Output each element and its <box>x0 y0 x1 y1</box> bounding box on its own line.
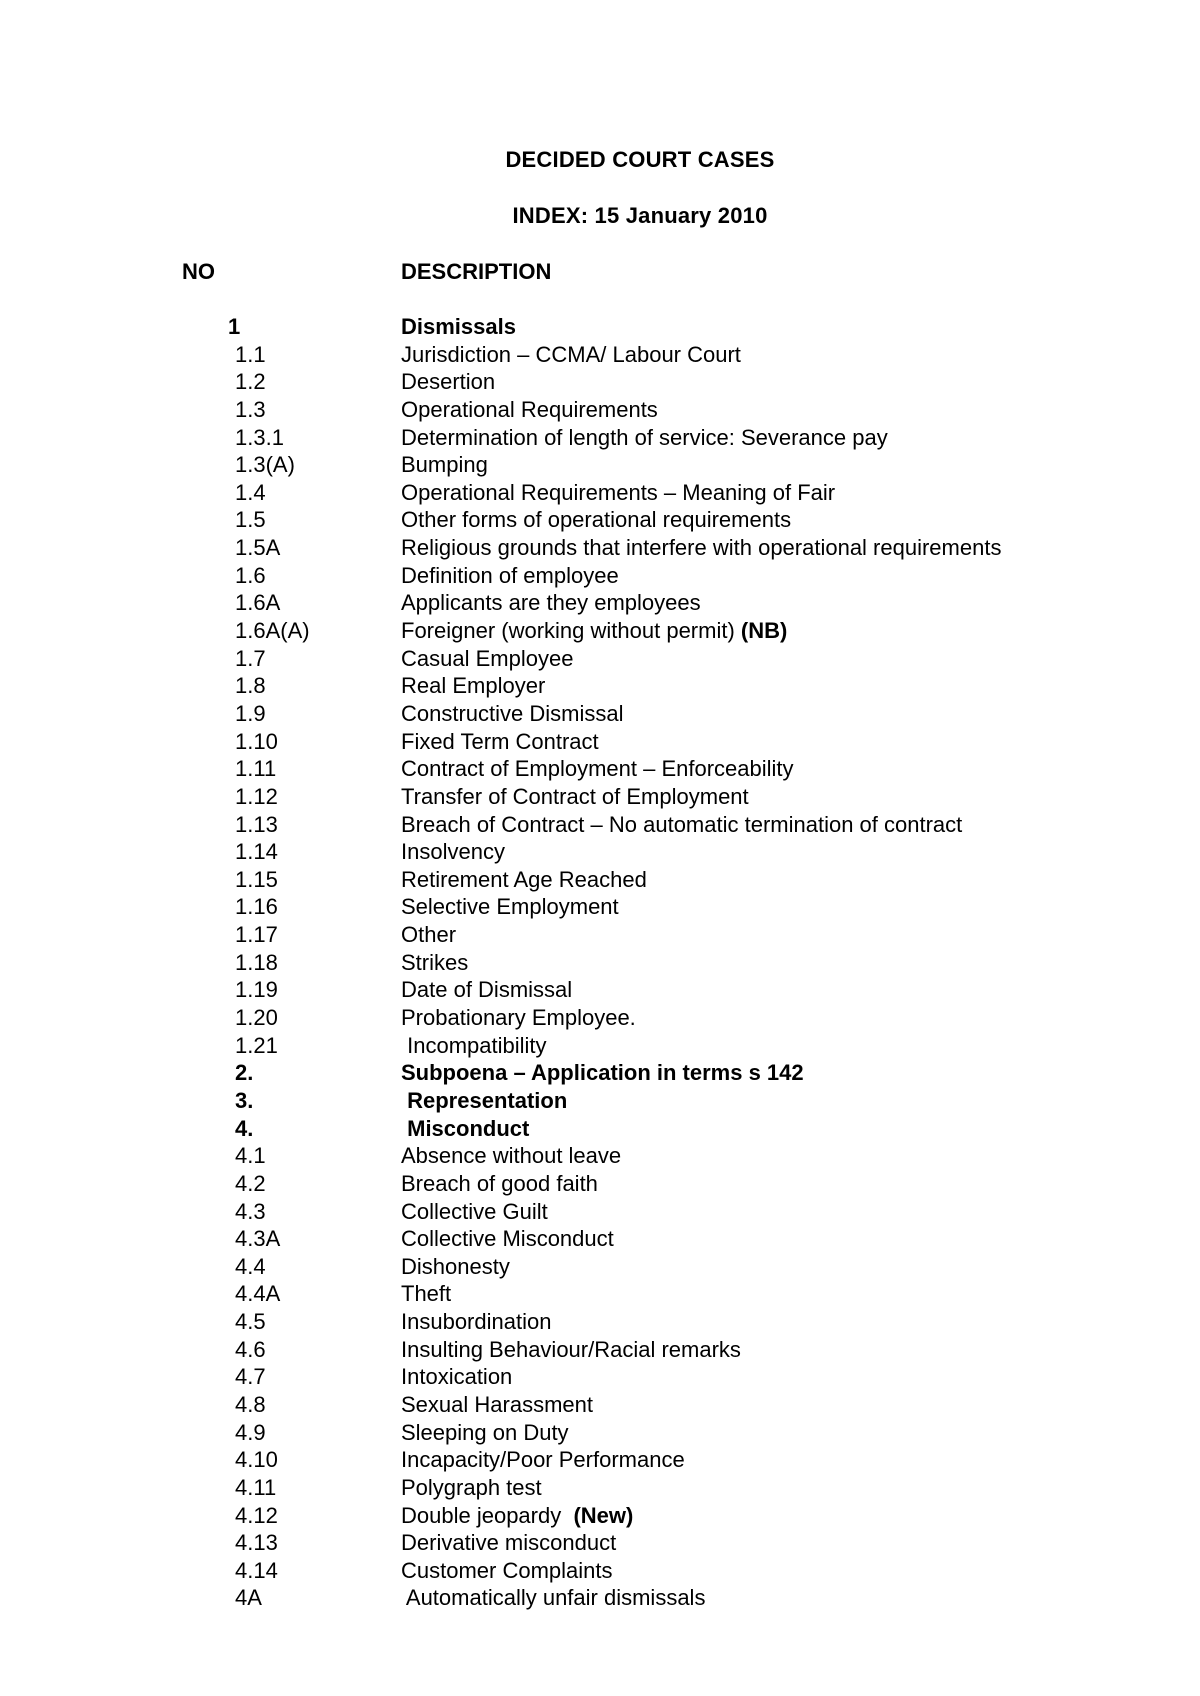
entry-description <box>401 451 488 478</box>
index-entry-row <box>0 1529 1200 1557</box>
section-heading-row <box>0 1087 1200 1115</box>
index-entry-row <box>0 976 1200 1004</box>
entry-description-text: Contract of Employment – Enforceability <box>401 756 794 782</box>
entry-note-badge: (NB) <box>740 618 788 644</box>
entry-description-text: Absence without leave <box>401 1143 622 1169</box>
index-entry-row <box>0 1584 1200 1612</box>
entry-description <box>401 1308 551 1335</box>
entry-description-text: Selective Employment <box>401 894 619 920</box>
entry-number: 1.8 <box>235 673 266 699</box>
entry-description-text: Retirement Age Reached <box>401 866 647 892</box>
entry-description-text: Constructive Dismissal <box>401 700 624 726</box>
entry-description-text: Polygraph test <box>401 1474 542 1500</box>
index-entry-row <box>0 1336 1200 1364</box>
entry-description-text: Incompatibility <box>401 1032 547 1058</box>
entry-description <box>401 755 794 782</box>
index-entry-row <box>0 1280 1200 1308</box>
entry-number: 4.9 <box>235 1419 266 1445</box>
entry-description <box>401 562 619 589</box>
entry-description <box>401 424 888 451</box>
entry-description <box>401 396 658 423</box>
entry-number: 1.3.1 <box>235 424 284 450</box>
index-entries-list <box>0 313 1200 1612</box>
entry-description <box>401 976 572 1003</box>
index-entry-row <box>0 617 1200 645</box>
index-entry-row <box>0 1363 1200 1391</box>
entry-description-text: Incapacity/Poor Performance <box>401 1447 685 1473</box>
index-entry-row <box>0 589 1200 617</box>
entry-description-text: Theft <box>401 1281 452 1307</box>
entry-description <box>401 921 456 948</box>
index-entry-row <box>0 451 1200 479</box>
entry-description-text: Insulting Behaviour/Racial remarks <box>401 1336 741 1362</box>
entry-number: 1.21 <box>235 1032 278 1058</box>
entry-description-text: Sexual Harassment <box>401 1391 593 1417</box>
index-entry-row <box>0 728 1200 756</box>
entry-description-text: Insubordination <box>401 1309 552 1335</box>
entry-description <box>401 1446 685 1473</box>
entry-description <box>401 838 505 865</box>
entry-description-text: Determination of length of service: Severance pay <box>401 424 888 450</box>
entry-description-text: Other <box>401 922 457 948</box>
entry-description-text: Probationary Employee. <box>401 1005 636 1031</box>
index-entry-row <box>0 672 1200 700</box>
index-entry-row <box>0 1225 1200 1253</box>
entry-description <box>401 506 791 533</box>
entry-number: 1.10 <box>235 728 278 754</box>
entry-description <box>401 949 468 976</box>
index-entry-row <box>0 534 1200 562</box>
entry-number: 4.3A <box>235 1226 281 1252</box>
entry-number: 3. <box>235 1087 254 1113</box>
entry-description <box>401 1391 593 1418</box>
entry-description <box>401 1336 741 1363</box>
entry-number: 1.9 <box>235 700 266 726</box>
index-entry-row <box>0 562 1200 590</box>
entry-description-text: Jurisdiction – CCMA/ Labour Court <box>401 341 741 367</box>
entry-description <box>401 368 495 395</box>
entry-description <box>401 672 545 699</box>
index-entry-row <box>0 1142 1200 1170</box>
entry-description-text: Representation <box>401 1087 568 1113</box>
entry-description <box>401 783 749 810</box>
entry-description <box>401 1004 636 1031</box>
entry-description <box>401 1557 613 1584</box>
column-header-no: NO <box>182 259 215 284</box>
entry-number: 1.3(A) <box>235 452 295 478</box>
entry-description <box>401 1115 529 1142</box>
entry-description-text: Sleeping on Duty <box>401 1419 569 1445</box>
entry-description-text: Automatically unfair dismissals <box>401 1585 706 1611</box>
entry-description-text: Transfer of Contract of Employment <box>401 783 749 809</box>
entry-note-badge: (New) <box>573 1502 634 1528</box>
entry-number: 1.7 <box>235 645 266 671</box>
entry-description-text: Breach of good faith <box>401 1170 598 1196</box>
entry-description <box>401 534 1001 561</box>
entry-number: 1.11 <box>235 756 277 782</box>
entry-number: 1.13 <box>235 811 278 837</box>
entry-number: 4.5 <box>235 1309 266 1335</box>
entry-number: 4.12 <box>235 1502 278 1528</box>
entry-description <box>401 1419 569 1446</box>
entry-number: 4.6 <box>235 1336 266 1362</box>
index-entry-row <box>0 479 1200 507</box>
entry-description <box>401 1087 567 1114</box>
entry-number: 1.17 <box>235 922 278 948</box>
entry-number: 1.2 <box>235 369 266 395</box>
entry-description <box>401 1253 510 1280</box>
entry-description <box>401 1584 705 1611</box>
column-header-description: DESCRIPTION <box>401 259 552 284</box>
index-entry-row <box>0 700 1200 728</box>
entry-description <box>401 728 599 755</box>
entry-number: 1.18 <box>235 949 278 975</box>
index-entry-row <box>0 1474 1200 1502</box>
index-entry-row <box>0 1308 1200 1336</box>
index-entry-row <box>0 1557 1200 1585</box>
entry-number: 1.16 <box>235 894 278 920</box>
entry-description <box>401 1170 598 1197</box>
entry-number: 1.1 <box>235 341 266 367</box>
index-entry-row <box>0 1391 1200 1419</box>
entry-number: 1.6 <box>235 562 266 588</box>
section-heading-row <box>0 1059 1200 1087</box>
entry-number: 4.7 <box>235 1364 266 1390</box>
entry-description <box>401 1474 542 1501</box>
entry-description <box>401 1225 614 1252</box>
entry-description-text: Fixed Term Contract <box>401 728 599 754</box>
entry-description <box>401 589 701 616</box>
entry-description <box>401 645 573 672</box>
index-date-heading: INDEX: 15 January 2010 <box>512 203 768 228</box>
entry-number: 4.10 <box>235 1447 278 1473</box>
entry-number: 4.1 <box>235 1143 266 1169</box>
entry-description-text: Breach of Contract – No automatic termination of contract <box>401 811 963 837</box>
entry-description-text: Operational Requirements – Meaning of Fair <box>401 479 836 505</box>
index-entry-row <box>0 1170 1200 1198</box>
entry-number: 1.19 <box>235 977 278 1003</box>
index-entry-row <box>0 1253 1200 1281</box>
index-entry-row <box>0 783 1200 811</box>
section-heading-row <box>0 1115 1200 1143</box>
entry-description <box>401 700 624 727</box>
index-entry-row <box>0 424 1200 452</box>
entry-number: 1.15 <box>235 866 278 892</box>
entry-description <box>401 313 516 340</box>
index-entry-row <box>0 1419 1200 1447</box>
entry-number: 4.13 <box>235 1530 278 1556</box>
index-entry-row <box>0 645 1200 673</box>
index-entry-row <box>0 811 1200 839</box>
section-heading-row <box>0 313 1200 341</box>
index-entry-row <box>0 1004 1200 1032</box>
entry-number: 1.5A <box>235 535 281 561</box>
entry-number: 1.4 <box>235 479 266 505</box>
entry-number: 1.3 <box>235 396 266 422</box>
entry-description-text: Subpoena – Application in terms s 142 <box>401 1060 804 1086</box>
entry-description-text: Derivative misconduct <box>401 1530 617 1556</box>
entry-number: 4.4 <box>235 1253 266 1279</box>
entry-number: 4A <box>235 1585 262 1611</box>
index-entry-row <box>0 1032 1200 1060</box>
entry-description-text: Collective Guilt <box>401 1198 548 1224</box>
index-entry-row <box>0 341 1200 369</box>
entry-number: 1.14 <box>235 839 278 865</box>
entry-description <box>401 617 787 644</box>
index-entry-row <box>0 893 1200 921</box>
entry-description-text: Date of Dismissal <box>401 977 573 1003</box>
index-entry-row <box>0 368 1200 396</box>
entry-description <box>401 866 647 893</box>
entry-description <box>401 1059 804 1086</box>
index-entry-row <box>0 866 1200 894</box>
index-entry-row <box>0 1446 1200 1474</box>
entry-description-text: Real Employer <box>401 673 546 699</box>
entry-number: 4.14 <box>235 1557 278 1583</box>
entry-description-text: Dishonesty <box>401 1253 510 1279</box>
entry-description-text: Collective Misconduct <box>401 1226 614 1252</box>
index-entry-row <box>0 755 1200 783</box>
entry-description-text: Religious grounds that interfere with operational requirements <box>401 535 1002 561</box>
index-entry-row <box>0 921 1200 949</box>
entry-description <box>401 479 835 506</box>
entry-description-text: Other forms of operational requirements <box>401 507 792 533</box>
entry-description-text: Strikes <box>401 949 469 975</box>
entry-description <box>401 1032 547 1059</box>
entry-description-text: Bumping <box>401 452 488 478</box>
entry-description <box>401 341 741 368</box>
entry-description <box>401 1198 548 1225</box>
entry-description-text: Insolvency <box>401 839 505 865</box>
index-entry-row <box>0 838 1200 866</box>
entry-description <box>401 811 962 838</box>
entry-number: 2. <box>235 1060 254 1086</box>
entry-description <box>401 1529 616 1556</box>
entry-description <box>401 1280 451 1307</box>
entry-number: 4.8 <box>235 1391 266 1417</box>
entry-number: 1 <box>228 314 241 339</box>
entry-description-text: Customer Complaints <box>401 1557 613 1583</box>
entry-number: 4.3 <box>235 1198 266 1224</box>
entry-description <box>401 1502 633 1529</box>
entry-number: 4.4A <box>235 1281 281 1307</box>
entry-number: 1.12 <box>235 783 278 809</box>
entry-number: 4. <box>235 1115 254 1141</box>
index-entry-row <box>0 949 1200 977</box>
entry-description-text: Casual Employee <box>401 645 574 671</box>
entry-description-text: Dismissals <box>401 314 516 339</box>
entry-number: 4.2 <box>235 1170 266 1196</box>
entry-description <box>401 1142 621 1169</box>
entry-description-text: Desertion <box>401 369 496 395</box>
entry-description-text: Foreigner (working without permit) <box>401 618 735 644</box>
entry-number: 1.6A <box>235 590 281 616</box>
index-entry-row <box>0 1198 1200 1226</box>
entry-description <box>401 1363 512 1390</box>
entry-description-text: Operational Requirements <box>401 396 658 422</box>
entry-description-text: Double jeopardy <box>401 1502 568 1528</box>
entry-number: 1.6A(A) <box>235 618 310 644</box>
index-entry-row <box>0 506 1200 534</box>
index-entry-row <box>0 396 1200 424</box>
document-title: DECIDED COURT CASES <box>505 147 775 172</box>
entry-description-text: Applicants are they employees <box>401 590 701 616</box>
entry-number: 1.5 <box>235 507 266 533</box>
entry-description <box>401 893 619 920</box>
entry-description-text: Definition of employee <box>401 562 619 588</box>
index-entry-row <box>0 1502 1200 1530</box>
entry-number: 4.11 <box>235 1474 277 1500</box>
entry-description-text: Misconduct <box>401 1115 530 1141</box>
entry-description-text: Intoxication <box>401 1364 513 1390</box>
entry-number: 1.20 <box>235 1005 278 1031</box>
